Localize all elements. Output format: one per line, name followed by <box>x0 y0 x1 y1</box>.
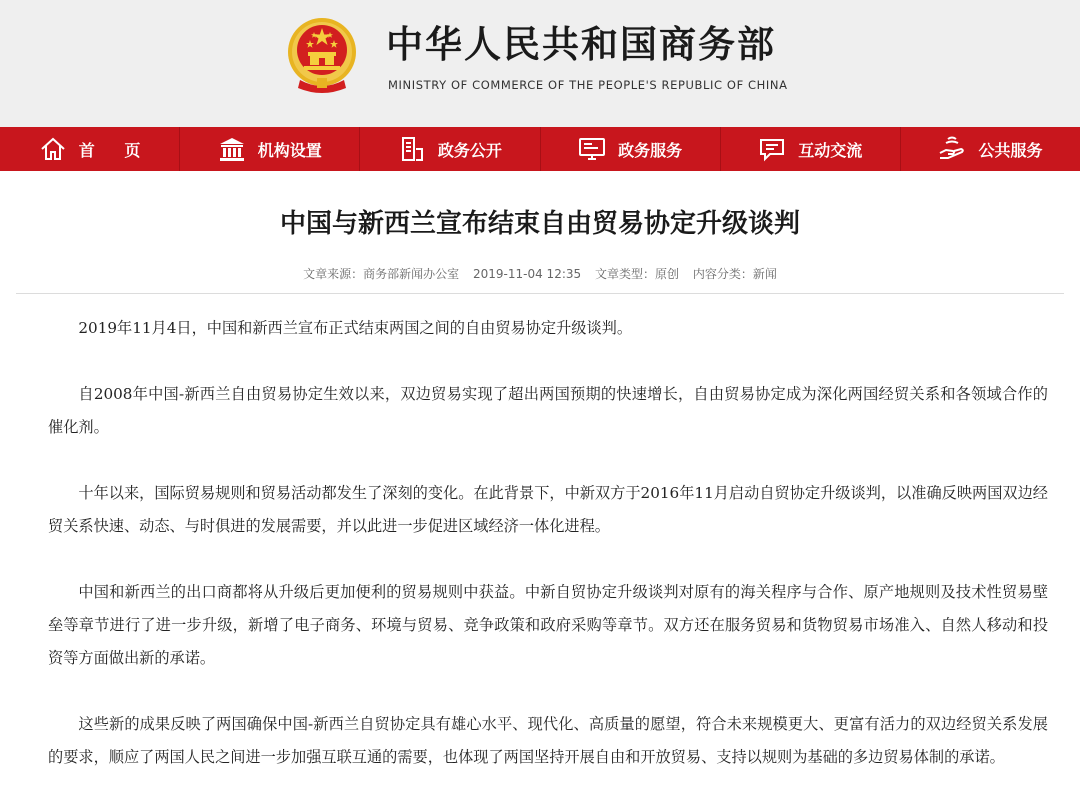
nav-item-interaction[interactable] <box>721 127 901 171</box>
nav-item-government-affairs[interactable] <box>360 127 540 171</box>
article-paragraph: 2019年11月4日，中国和新西兰宣布正式结束两国之间的自由贸易协定升级谈判。 <box>78 319 633 337</box>
site-subtitle: MINISTRY OF COMMERCE OF THE PEOPLE'S REPUBLIC OF CHINA <box>388 78 788 92</box>
article-type: 文章类型：原创 <box>594 267 679 281</box>
nav-item-home[interactable] <box>0 127 180 171</box>
article-body <box>48 312 1048 774</box>
article-category: 内容分类：新闻 <box>692 267 777 281</box>
site-header <box>0 0 1080 127</box>
article-meta <box>0 266 1080 282</box>
nav-item-institution[interactable] <box>180 127 360 171</box>
nav-item-public-services[interactable] <box>901 127 1080 171</box>
institution-icon <box>218 135 246 163</box>
national-emblem-icon[interactable] <box>286 14 358 96</box>
article-paragraph: 这些新的成果反映了两国确保中国-新西兰自贸协定具有雄心水平、现代化、高质量的愿望，符合未来规模更大、更富有活力的双边经贸关系发展的要求，顺应了两国人民之间进一步加强互联互通的需要，也体现了两国坚持开展自由和开放贸易、支持以规则为基础的多边贸易体制的承诺。 <box>48 715 1048 766</box>
nav-label: 机构设置 <box>257 140 322 160</box>
article-paragraph: 十年以来，国际贸易规则和贸易活动都发生了深刻的变化。在此背景下，中新双方于2016年11月启动自贸协定升级谈判，以准确反映两国双边经贸关系快速、动态、与时俱进的发展需要，并以此进一步促进区域经济一体化进程。 <box>48 484 1048 535</box>
monitor-icon <box>578 135 606 163</box>
nav-item-government-services[interactable] <box>541 127 721 171</box>
handshake-icon <box>938 135 966 163</box>
chat-icon <box>758 135 786 163</box>
divider <box>16 293 1064 294</box>
nav-label: 公共服务 <box>978 140 1043 160</box>
nav-label: 政务服务 <box>618 140 683 160</box>
article-title: 中国与新西兰宣布结束自由贸易协定升级谈判 <box>279 209 800 239</box>
nav-label: 政务公开 <box>437 140 502 160</box>
article-datetime: 2019-11-04 12:35 <box>473 267 582 281</box>
article-paragraph: 自2008年中国-新西兰自由贸易协定生效以来，双边贸易实现了超出两国预期的快速增长，自由贸易协定成为深化两国经贸关系和各领域合作的催化剂。 <box>48 385 1048 436</box>
nav-label: 互动交流 <box>798 140 863 160</box>
main-nav <box>0 127 1080 171</box>
home-icon <box>39 135 67 163</box>
nav-label: 首 页 <box>78 140 153 160</box>
article <box>0 206 1080 774</box>
site-title: 中华人民共和国商务部 <box>386 23 776 66</box>
article-source: 文章来源：商务部新闻办公室 <box>303 267 460 281</box>
article-paragraph: 中国和新西兰的出口商都将从升级后更加便利的贸易规则中获益。中新自贸协定升级谈判对原有的海关程序与合作、原产地规则及技术性贸易壁垒等章节进行了进一步升级，新增了电子商务、环境与贸易、竞争政策和政府采购等章节。双方还在服务贸易和货物贸易市场准入、自然人移动和投资等方面做出新的承诺。 <box>48 583 1048 667</box>
document-icon <box>398 135 426 163</box>
